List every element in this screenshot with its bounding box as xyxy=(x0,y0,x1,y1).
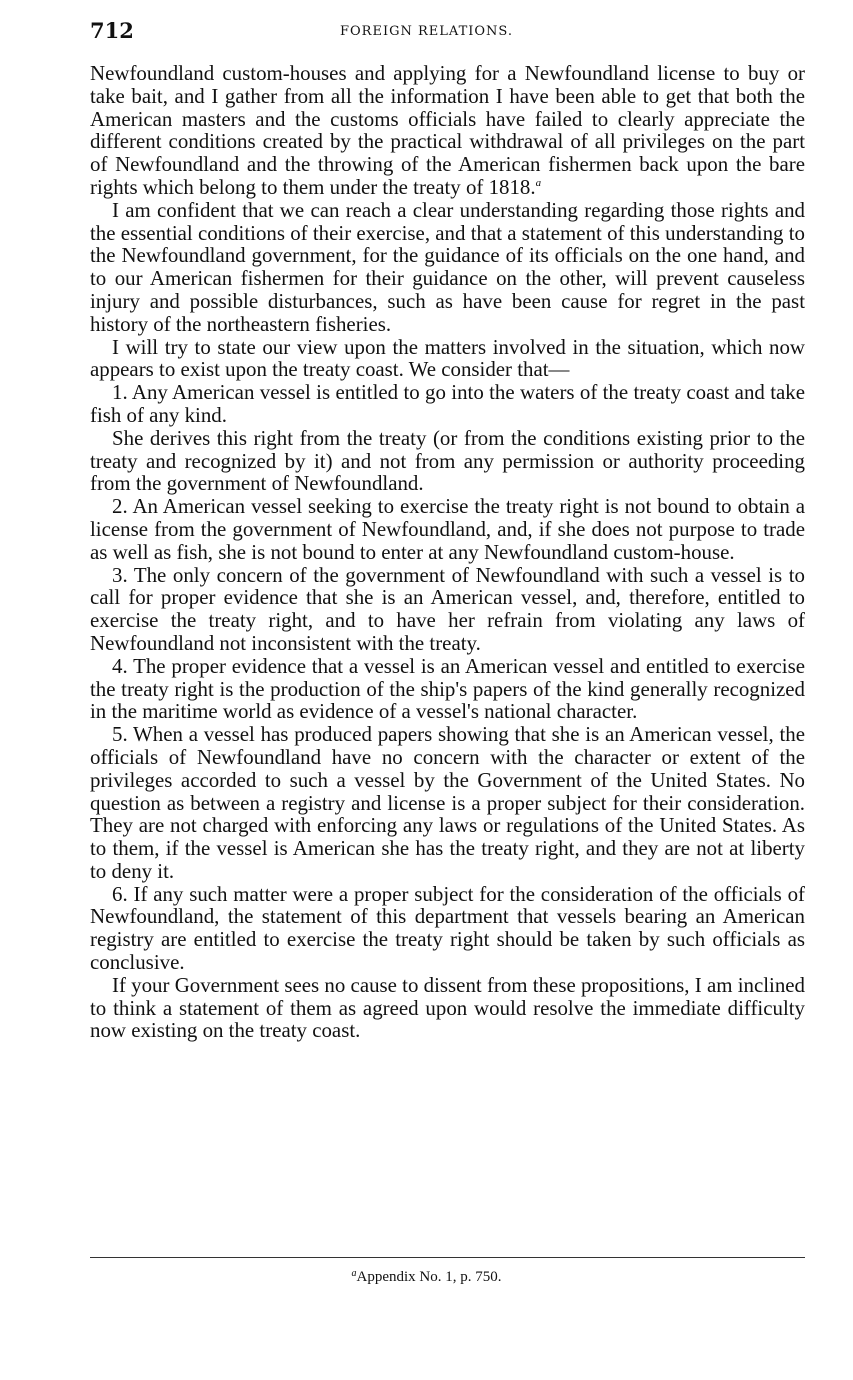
body-text xyxy=(90,62,805,1042)
footnote-divider xyxy=(90,1257,805,1258)
numbered-point-3: 3. The only concern of the government of Newfoundland with such a vessel is to call for proper evidence that she is an American vessel, and, therefore, entitled to exercise the treaty right, and to have her refrain from violating any laws of Newfoundland not inconsistent with the treaty. xyxy=(90,562,805,655)
numbered-point-4: 4. The proper evidence that a vessel is an American vessel and entitled to exercise the treaty right is the production of the ship's papers of the kind generally recognized in the maritime world as evidence of a vessel's national character. xyxy=(90,653,805,724)
paragraph-1-text: Newfoundland custom-houses and applying for a Newfoundland license to buy or take bait, and I gather from all the information I have been able to get that both the American masters and the customs officials have failed to clearly appreciate the different conditions created by the practical withdrawal of all privileges on the part of Newfoundland and the throwing of the American fishermen back upon the bare rights which belong to them under the treaty of 1818. xyxy=(90,61,805,199)
paragraph-2: I am confident that we can reach a clear understanding regarding those rights and the essential conditions of their exercise, and that a statement of this understanding to the Newfoundland government, for the guidance of its officials on the one hand, and to our American fishermen for their guidance on the other, will prevent causeless injury and possible disturbances, such as have been cause for regret in the past history of the northeastern fisheries. xyxy=(90,197,805,336)
paragraph-point-1-explanation: She derives this right from the treaty (or from the conditions existing prior to the treaty and recognized by it) and not from any permission or authority proceeding from the government of Newfoundland. xyxy=(90,425,805,496)
numbered-point-2: 2. An American vessel seeking to exercise the treaty right is not bound to obtain a license from the government of Newfoundland, and, if she does not purpose to trade as well as fish, she is not bound to enter at any Newfoundland custom-house. xyxy=(90,494,805,564)
paragraph-1 xyxy=(90,62,805,199)
running-head: FOREIGN RELATIONS. xyxy=(340,24,513,39)
footnote-marker: a xyxy=(351,1268,357,1279)
numbered-point-5: 5. When a vessel has produced papers showing that she is an American vessel, the officials of Newfoundland have no concern with the character or extent of the privileges accorded to such a vessel by the Government of the United States. No question as between a registry and license is a proper subject for their consideration. They are not charged with enforcing any laws or regulations of the United States. As to them, if the vessel is American she has the treaty right, and they are not at liberty to deny it. xyxy=(90,722,805,883)
page-header xyxy=(90,18,805,48)
footnote xyxy=(0,1268,853,1286)
closing-paragraph: If your Government sees no cause to dissent from these propositions, I am inclined to think a statement of them as agreed upon would resolve the immediate difficulty now existing on the treaty coast. xyxy=(90,972,805,1043)
numbered-point-1: 1. Any American vessel is entitled to go into the waters of the treaty coast and take fish of any kind. xyxy=(90,380,805,427)
footnote-reference: a xyxy=(535,176,542,189)
page-number: 712 xyxy=(90,18,134,43)
numbered-point-6: 6. If any such matter were a proper subject for the consideration of the officials of Newfoundland, the statement of this department that vessels bearing an American registry are entitled to exercise the treaty right should be taken by such officials as conclusive. xyxy=(90,881,805,975)
paragraph-3: I will try to state our view upon the matters involved in the situation, which now appears to exist upon the treaty coast. We consider that— xyxy=(90,334,805,382)
footnote-text: Appendix No. 1, p. 750. xyxy=(356,1269,502,1285)
